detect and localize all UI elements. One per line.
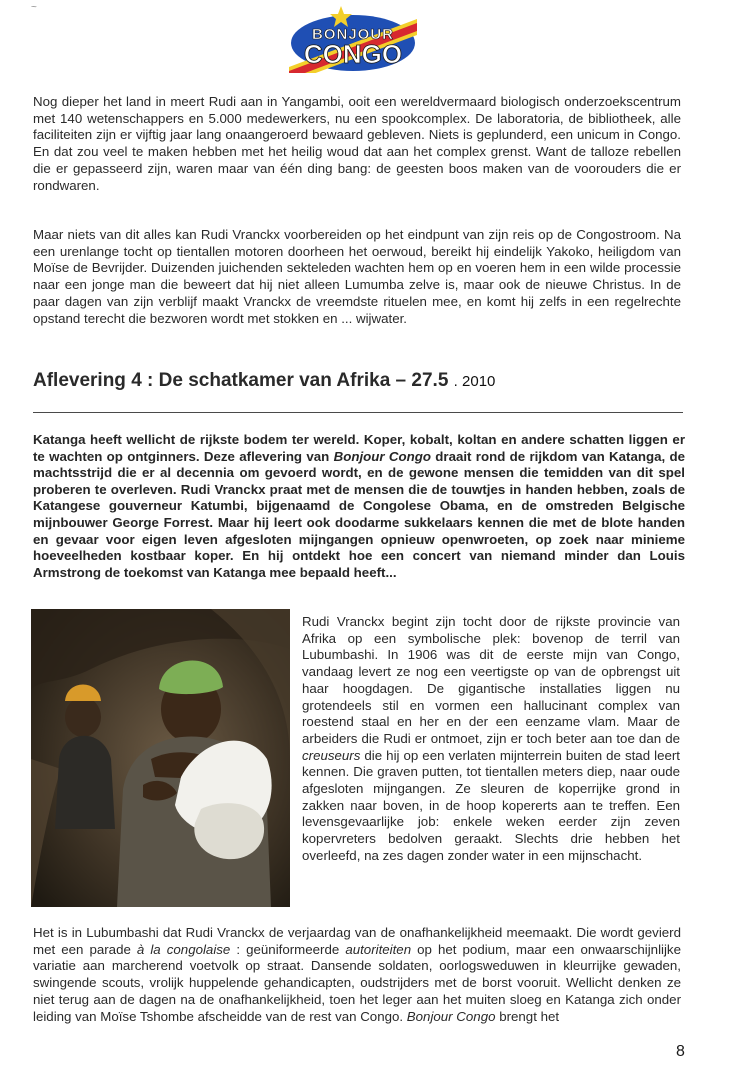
final-italic-1: à la congolaise [136,941,231,957]
final-italic-2: autoriteiten [345,941,412,957]
side-text-2: die hij op een verlaten mijnterrein buiten de stad leert kennen. Die graven putten, tot tientallen meters diep, naar oude afgesloten mijngangen. Ze sleuren de koperrijke grond in zakken naar boven, in de hoop kopererts aan te treffen. Een levensgevaarlijke job: enkele weken eerder zijn zeven kopervreters bedolven geraakt. Slechts drie hebben het overleefd, na zes dagen zonder water in een mijnschacht. [302,747,680,863]
title-divider [33,412,683,413]
final-paragraph [33,925,681,1025]
page-number: 8 [676,1043,685,1060]
side-italic: creuseurs [302,747,361,763]
side-paragraph [302,614,680,865]
final-text-1: Het is in Lubumbashi dat Rudi Vranckx de verjaardag van de onafhankelijkheid meemaakt. Die wordt gevierd met een parade [33,925,681,957]
final-italic-3: Bonjour Congo [406,1008,496,1024]
final-text-3: op het podium, maar een onwaarschijnlijke variatie aan marcherend voetvolk op straat. Dansende soldaten, oorlogsweduwen in kleurrijke gewaden, swingende scouts, vrolijk huppelende gehandicapten, oudstrijders met de borst vooruit. Wellicht denken ze niet terug aan de dagen na de onafhankelijkheid, toen het leger aan het muiten sloeg en Katanga zich onder leiding van Moïse Tshombe afscheidde van de rest van Congo. [33,941,681,1024]
episode-year: . 2010 [453,373,496,390]
intro-paragraph-1: Nog dieper het land in meert Rudi aan in Yangambi, ooit een wereldvermaard biologisch onderzoekscentrum met 140 wetenschappers en 5.000 medewerkers, nu een spookcomplex. De laboratoria, de bibliotheek, alle faciliteiten zijn er vijftig jaar lang onaangeroerd bewaard gebleven. Niets is geplunderd, een unicum in Congo. En dat zou veel te maken hebben met het heilig woud dat aan het complex grenst. Want de talloze rebellen die er gepasseerd zijn, waren maar van één ding bang: de geesten boos maken van de voorouders die er rondwaren. [33,94,681,193]
bonjour-congo-logo [289,5,417,73]
lead-text-2: draait rond de rijkdom van Katanga, de machtsstrijd die er al decennia om gevoerd wordt, en de gewone mensen die temidden van dit spel proberen te overleven. Rudi Vranckx praat met de mensen die de touwtjes in handen hebben, zoals de Katangese gouverneur Katumbi, bijgenaamd de Congolese Obama, en de omstreden Belgische mijnbouwer George Forrest. Maar hij leert ook doodarme sukkelaars kennen die met de blote handen en gevaar voor eigen leven afgesloten mijngangen opnieuw openwroeten, op zoek naar minieme hoeveelheden kostbaar koper. En hij ontdekt hoe een concert van niemand minder dan Louis Armstrong de toekomst van Katanga mee bepaald heeft... [33,448,686,580]
logo-text-bottom: CONGO [303,39,403,69]
side-text-1: Rudi Vranckx begint zijn tocht door de rijkste provincie van Afrika op een symbolische plek: bovenop de terril van Lubumbashi. In 1906 was dit de eerste mijn van Congo, vandaag levert ze nog een veertigste op van de opbrengst uit haar hoogdagen. De gigantische installaties liggen nu grotendeels stil en vormen een hallucinant complex van roestend staal en her en der een eenzame vlam. Maar de arbeiders die Rudi er ontmoet, zijn er toch beter aan toe dan de [302,614,680,746]
lead-paragraph [33,432,685,581]
lead-italic: Bonjour Congo [333,448,431,464]
final-text-4: brengt het [495,1008,560,1024]
episode-title-text: Aflevering 4 : De schatkamer van Afrika – 27.5 [33,370,449,391]
logo-text-top: BONJOUR [311,26,395,43]
final-text-2: : geüniformeerde [230,941,346,957]
intro-paragraph-2: Maar niets van dit alles kan Rudi Vranckx voorbereiden op het eindpunt van zijn reis op de Congostroom. Na een urenlange tocht op tientallen motoren doorheen het oerwoud, bereikt hij eindelijk Yakoko, heiligdom van Moïse de Bevrijder. Duizenden juichenden sekteleden wachten hem op en voeren hem in een wilde processie naar een jonge man die beweert dat hij niet alleen Lumumba zelve is, maar ook de nieuwe Christus. In de paar dagen van zijn verblijf maakt Vranckx de vreemdste rituelen mee, en komt hij zelfs in een regelrechte opstand terecht die bezworen wordt met stokken en ... wijwater. [33,227,681,326]
corner-mark: ~ [31,2,37,13]
lead-text-1: Katanga heeft wellicht de rijkste bodem ter wereld. Koper, kobalt, koltan en andere schatten liggen er te wachten op ontginners. Deze aflevering van [33,432,685,464]
mine-workers-photo [31,609,290,907]
episode-title [33,370,495,392]
